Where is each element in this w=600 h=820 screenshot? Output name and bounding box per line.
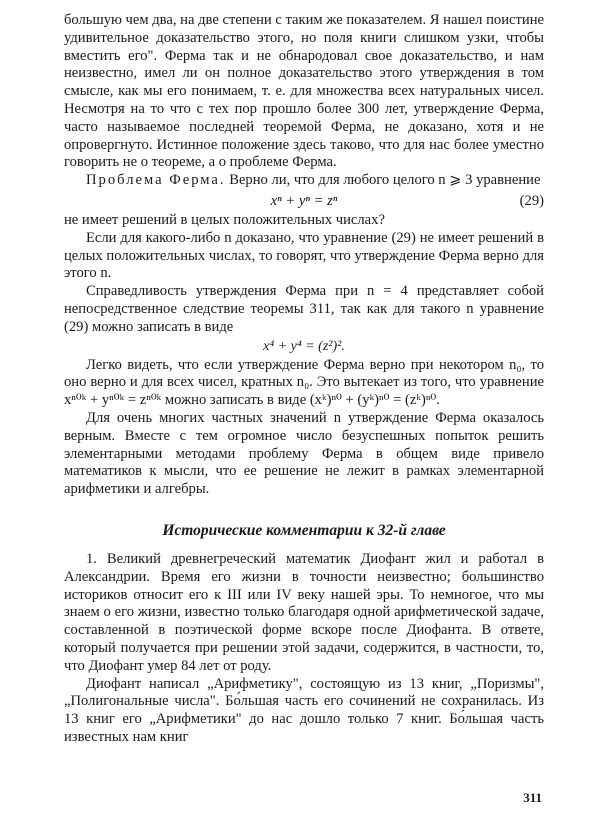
paragraph-diophantus-works: Диофант написал „Арифметику", состоящую из 13 книг, „Поризмы", „Полигональные числа". Бо́льшая часть его сочинений не сохранилась. Из 13 книг его „Арифметики" до нас дошло только 7 книг. Бо́льшая часть известных нам книг — [64, 675, 544, 745]
page-number: 311 — [523, 790, 542, 805]
equation-29 — [64, 190, 544, 212]
problem-text: Верно ли, что для любого целого n ⩾ 3 уравнение — [225, 172, 541, 189]
equation-n4-formula: x⁴ + y⁴ = (z²)². — [263, 338, 345, 354]
paragraph-if-proved: Если для какого-либо n доказано, что уравнение (29) не имеет решений в целых положительных числах, то говорят, что утверждение Ферма верно для этого n. — [64, 229, 544, 282]
problem-label: Проблема Ферма. — [86, 172, 226, 189]
paragraph-many-values: Для очень многих частных значений n утверждение Ферма оказалось верным. Вместе с тем огромное число безуспешных попыток решить элементарными методами проблему Ферма в общем виде привело математиков к мысли, что ее решение не лежит в рамках элементарной арифметики и алгебры. — [64, 409, 544, 498]
paragraph-no-solutions: не имеет решений в целых положительных числах? — [64, 211, 385, 228]
paragraph-fermat-problem — [64, 172, 544, 190]
paragraph-fermat-intro: большую чем два, на две степени с таким же показателем. Я нашел поистине удивительное доказательство этого, но поля книги слишком узки, чтобы вместить его". Ферма так и не обнародовал свое доказательство, и нам неизвестно, имел ли он полное доказательство этого утверждения в том смысле, как мы его понимаем, т. е. для множества всех натуральных чисел. Несмотря на то что с тех пор прошло более 300 лет, утверждение Ферма, часто называемое последней теоремой Ферма, не доказано, хотя и не опровергнуто. Истинное положение здесь таково, что для нас более уместно говорить не о теореме, а о проблеме Ферма. — [64, 12, 544, 171]
paragraph-diophantus-life: 1. Великий древнегреческий математик Диофант жил и работал в Александрии. Время его жизни в точности неизвестно; большинство историков относит его к III или IV веку нашей эры. То немногое, что мы знаем о его жизни, известно только благодаря одной арифметической задаче, составленной в поэтической форме вскоре после Диофанта. В ответе, который получается при решении этой задачи, содержится, в частности, то, что Диофант умер 84 лет от роду. — [64, 550, 544, 674]
section-title: Исторические комментарии к 32-й главе — [162, 521, 446, 539]
equation-n4 — [64, 337, 544, 357]
paragraph-n4-case: Справедливость утверждения Ферма при n = 4 представляет собой непосредственное следствие теоремы 311, так как для такого n уравнение (29) можно записать в виде — [64, 283, 544, 335]
paragraph-multiples: Легко видеть, что если утверждение Ферма верно при некотором n₀, то оно верно и для всех чисел, кратных n₀. Это вытекает из того, что уравнение xⁿ⁰ᵏ + yⁿ⁰ᵏ = zⁿ⁰ᵏ можно записать в виде (xᵏ)ⁿ⁰ + (yᵏ)ⁿ⁰ = (zᵏ)ⁿ⁰. — [64, 356, 544, 409]
equation-29-number: (29) — [519, 192, 544, 209]
equation-29-formula: xⁿ + yⁿ = zⁿ — [270, 192, 338, 209]
